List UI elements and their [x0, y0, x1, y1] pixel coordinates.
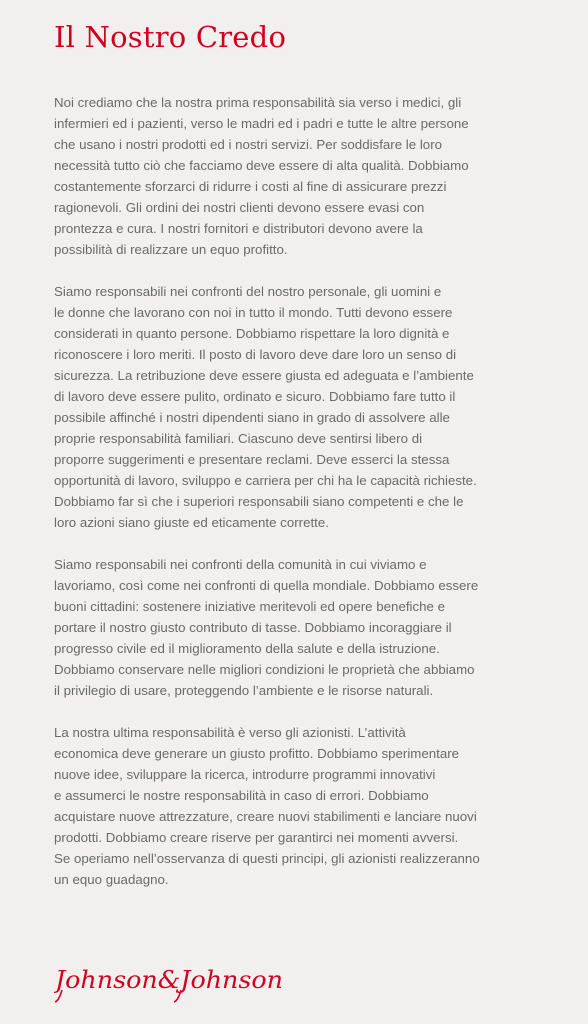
svg-text:Johnson&Johnson: Johnson&Johnson [54, 966, 283, 994]
paragraph-employees: Siamo responsabili nei confronti del nostro personale, gli uomini e le donne che lavorano con noi in tutto il mondo. Tutti devono essere considerati in quanto persone. Dobbiamo rispettare la loro dignità e riconoscere i loro meriti. Il posto di lavoro deve dare loro un senso di sicurezza. La retribuzione deve essere giusta ed adeguata e l’ambiente di lavoro deve essere pulito, ordinato e sicuro. Dobbiamo fare tutto il possibile affinché i nostri dipendenti siano in grado di assolvere alle proprie responsabilità familiari. Ciascuno deve sentirsi libero di proporre suggerimenti e presentare reclami. Deve esserci la stessa opportunità di lavoro, sviluppo e carriera per chi ha le capacità richieste. Dobbiamo far sì che i superiori responsabili siano competenti e che le loro azioni siano giuste ed eticamente corrette. [54, 284, 477, 530]
paragraph-stockholders: La nostra ultima responsabilità è verso gli azionisti. L’attività economica deve generare un giusto profitto. Dobbiamo sperimentare nuove idee, sviluppare la ricerca, introdurre programmi innovativi e assumerci le nostre responsabilità in caso di errori. Dobbiamo acquistare nuove attrezzature, creare nuovi stabilimenti e lanciare nuovi prodotti. Dobbiamo creare riserve per garantirci nei momenti avversi. Se operiamo nell’osservanza di questi principi, gli azionisti realizzeranno un equo guadagno. [54, 725, 480, 887]
johnson-and-johnson-logo [54, 955, 288, 1005]
credo-body [54, 92, 538, 911]
page-title: Il Nostro Credo [54, 20, 287, 54]
johnson-and-johnson-logo-icon [54, 955, 288, 1005]
paragraph-community: Siamo responsabili nei confronti della comunità in cui viviamo e lavoriamo, così come nei confronti di quella mondiale. Dobbiamo essere buoni cittadini: sostenere iniziative meritevoli ed opere benefiche e portare il nostro giusto contributo di tasse. Dobbiamo incoraggiare il progresso civile ed il miglioramento della salute e della istruzione. Dobbiamo conservare nelle migliori condizioni le proprietà che abbiamo il privilegio di usare, proteggendo l’ambiente e le risorse naturali. [54, 557, 479, 698]
paragraph-customers: Noi crediamo che la nostra prima responsabilità sia verso i medici, gli infermieri ed i pazienti, verso le madri ed i padri e tutte le altre persone che usano i nostri prodotti ed i nostri servizi. Per soddisfare le loro necessità tutto ciò che facciamo deve essere di alta qualità. Dobbiamo costantemente sforzarci di ridurre i costi al fine di assicurare prezzi ragionevoli. Gli ordini dei nostri clienti devono essere evasi con prontezza e cura. I nostri fornitori e distributori devono avere la possibilità di realizzare un equo profitto. [54, 95, 469, 257]
